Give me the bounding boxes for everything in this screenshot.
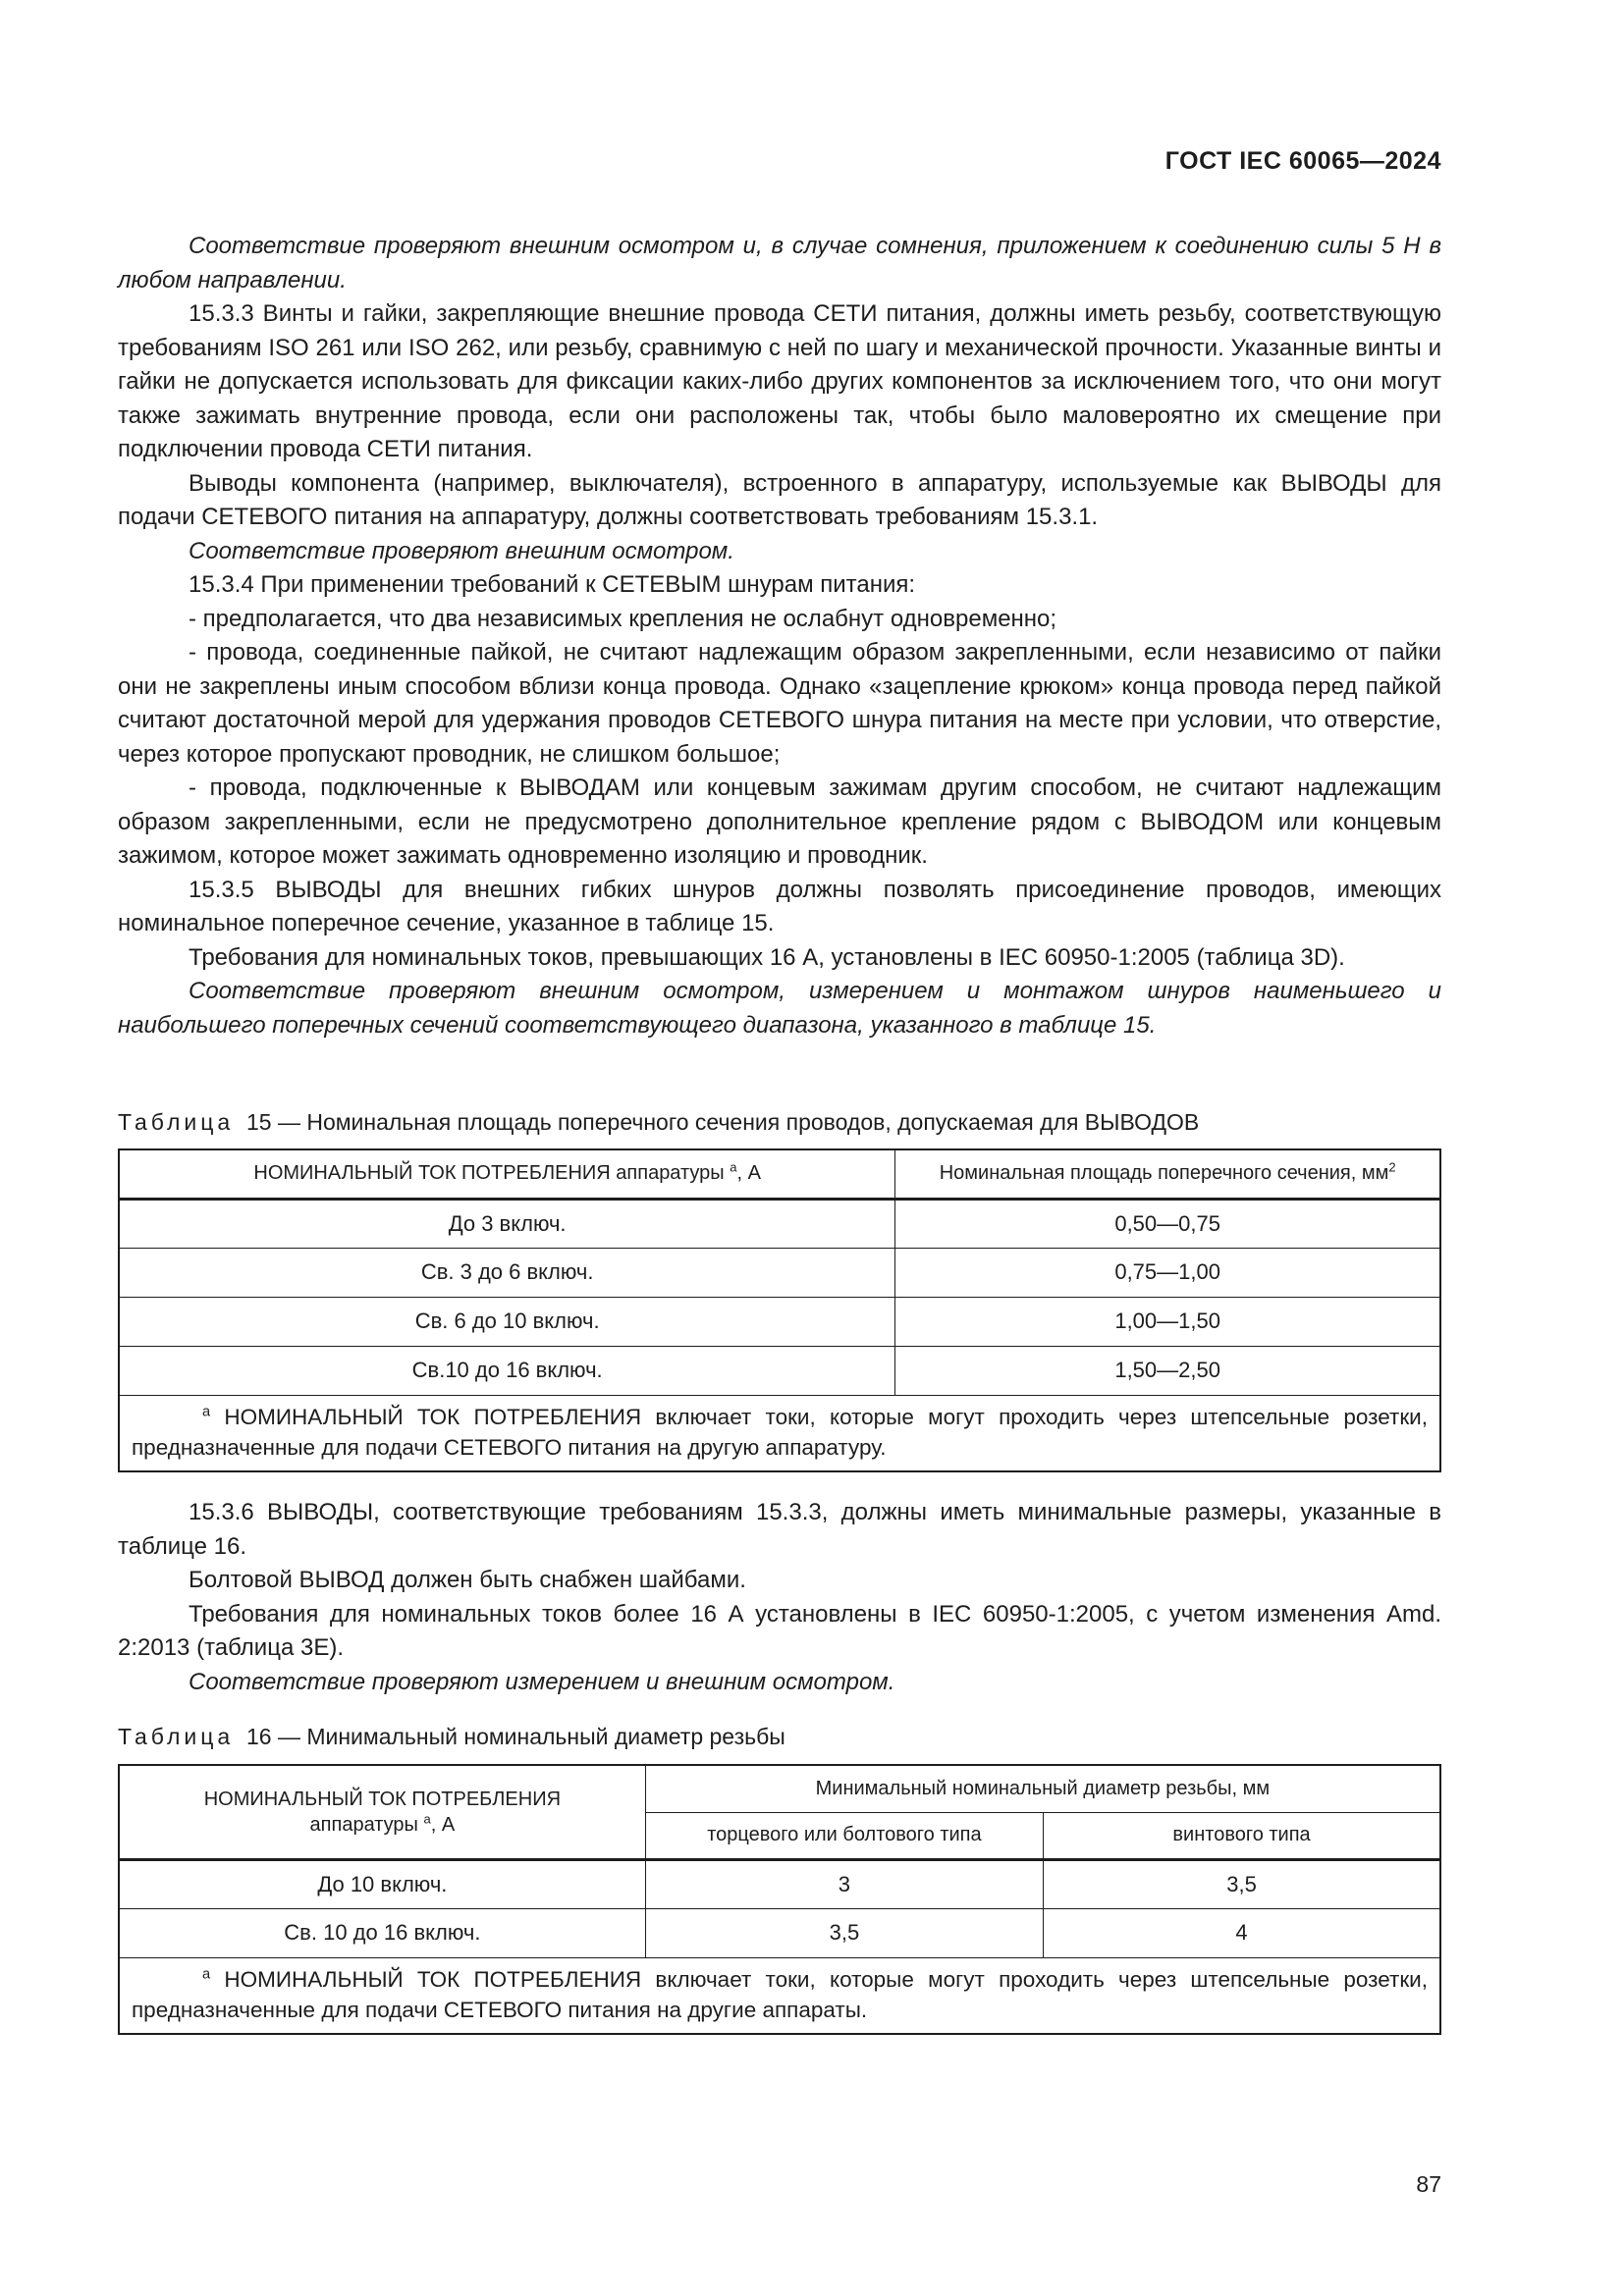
table-cell: 0,75—1,00 (895, 1248, 1440, 1297)
paragraph: 15.3.4 При применении требований к СЕТЕВЫМ шнурам питания: (189, 571, 916, 598)
paragraph: Требования для номинальных токов, превышающих 16 А, установлены в IEC 60950-1:2005 (таблица 3D). (189, 943, 1345, 971)
table-cell: До 3 включ. (119, 1199, 895, 1248)
table-caption-label: Таблица (118, 1724, 235, 1749)
table-cell: 1,00—1,50 (895, 1297, 1440, 1346)
table-header-screw: винтового типа (1044, 1812, 1440, 1859)
table-cell: 1,50—2,50 (895, 1346, 1440, 1395)
table-header-group: Минимальный номинальный диаметр резьбы, мм (645, 1765, 1440, 1812)
table-caption-text: 15 — Номинальная площадь поперечного сечения проводов, допускаемая для ВЫВОДОВ (245, 1109, 1200, 1135)
paragraph: Соответствие проверяют внешним осмотром и, в случае сомнения, приложением к соединению силы 5 Н в любом направлении. (118, 233, 1441, 294)
table-note-row (119, 1395, 1440, 1471)
table-caption-text: 16 — Минимальный номинальный диаметр резьбы (245, 1724, 785, 1749)
table-cell: 0,50—0,75 (895, 1199, 1440, 1248)
table-footnote: $^a$ НОМИНАЛЬНЫЙ ТОК ПОТРЕБЛЕНИЯ включает токи, которые могут проходить через штепсельные розетки, предназначенные для подачи СЕТЕВОГО питания на другую аппаратуру. (119, 1395, 1440, 1471)
body-text-section-1 (118, 230, 1441, 1042)
list-item: - предполагается, что два независимых крепления не ослабнут одновременно; (189, 605, 1057, 632)
paragraph: Болтовой ВЫВОД должен быть снабжен шайбами. (189, 1567, 746, 1593)
table-row (119, 1199, 1440, 1248)
table-row (119, 1908, 1440, 1957)
paragraph: 15.3.3 Винты и гайки, закрепляющие внешние провода СЕТИ питания, должны иметь резьбу, соответствующую требованиям ISO 261 или ISO 262, или резьбу, сравнимую с ней по шагу и механической прочности. Указанные винты и гайки не допускается использовать для фиксации каких-либо других компонентов за исключением того, что они могут также зажимать внутренние провода, если они расположены так, чтобы было маловероятно их смещение при подключении провода СЕТИ питания. (118, 300, 1441, 462)
table-note-row (119, 1957, 1440, 2034)
table-footnote: $^a$ НОМИНАЛЬНЫЙ ТОК ПОТРЕБЛЕНИЯ включает токи, которые могут проходить через штепсельные розетки, предназначенные для подачи СЕТЕВОГО питания на другие аппараты. (119, 1957, 1440, 2034)
table-16-caption (118, 1722, 785, 1751)
paragraph: 15.3.6 ВЫВОДЫ, соответствующие требованиям 15.3.3, должны иметь минимальные размеры, указанные в таблице 16. (118, 1499, 1441, 1560)
table-15-caption (118, 1107, 1199, 1137)
table-row (119, 1859, 1440, 1908)
table-row (119, 1346, 1440, 1395)
table-caption-label: Таблица (118, 1109, 235, 1135)
paragraph: Требования для номинальных токов более 16 А установлены в IEC 60950-1:2005, с учетом изменения Amd. 2:2013 (таблица 3E). (118, 1600, 1441, 1661)
table-cell: Св. 10 до 16 включ. (119, 1908, 645, 1957)
table-header-current: НОМИНАЛЬНЫЙ ТОК ПОТРЕБЛЕНИЯ аппаратуры $^a$, А (119, 1765, 645, 1859)
table-16 (118, 1764, 1441, 2035)
table-row (119, 1297, 1440, 1346)
table-cell: 3 (645, 1859, 1043, 1908)
table-cell: До 10 включ. (119, 1859, 645, 1908)
paragraph: Соответствие проверяют измерением и внешним осмотром. (189, 1668, 895, 1695)
paragraph: Выводы компонента (например, выключателя), встроенного в аппаратуру, используемые как ВЫВОДЫ для подачи СЕТЕВОГО питания на аппаратуру, должны соответствовать требованиям 15.3.1. (118, 469, 1441, 530)
list-item: - провода, соединенные пайкой, не считают надлежащим образом закрепленными, если независимо от пайки они не закреплены иным способом вблизи конца провода. Однако «зацепление крюком» конца провода перед пайкой считают достаточной мерой для удержания проводов СЕТЕВОГО шнура питания на месте при условии, что отверстие, через которое пропускают проводник, не слишком большое; (118, 639, 1441, 768)
table-cell: 4 (1044, 1908, 1440, 1957)
document-header: ГОСТ IEC 60065—2024 (1164, 147, 1441, 175)
table-row (119, 1248, 1440, 1297)
page-number: 87 (1416, 2171, 1441, 2197)
table-cell: 3,5 (1044, 1859, 1440, 1908)
paragraph: 15.3.5 ВЫВОДЫ для внешних гибких шнуров должны позволять присоединение проводов, имеющих номинальное поперечное сечение, указанное в таблице 15. (118, 876, 1441, 936)
paragraph: Соответствие проверяют внешним осмотром. (189, 537, 734, 564)
list-item: - провода, подключенные к ВЫВОДАМ или концевым зажимам другим способом, не считают надлежащим образом закрепленными, если не предусмотрено дополнительное крепление рядом с ВЫВОДОМ или концевым зажимом, которое может зажимать одновременно изоляцию и проводник. (118, 774, 1441, 869)
table-cell: Св. 3 до 6 включ. (119, 1248, 895, 1297)
table-header-pillar: торцевого или болтового типа (645, 1812, 1043, 1859)
table-cell: Св. 6 до 10 включ. (119, 1297, 895, 1346)
table-cell: 3,5 (645, 1908, 1043, 1957)
body-text-section-2 (118, 1496, 1441, 1699)
table-header-current: НОМИНАЛЬНЫЙ ТОК ПОТРЕБЛЕНИЯ аппаратуры $^a$, А (119, 1149, 895, 1199)
table-15 (118, 1148, 1441, 1472)
table-cell: Св.10 до 16 включ. (119, 1346, 895, 1395)
paragraph: Соответствие проверяют внешним осмотром, измерением и монтажом шнуров наименьшего и наибольшего поперечных сечений соответствующего диапазона, указанного в таблице 15. (118, 978, 1441, 1039)
table-header-area: Номинальная площадь поперечного сечения, $мм^2$ (895, 1149, 1440, 1199)
